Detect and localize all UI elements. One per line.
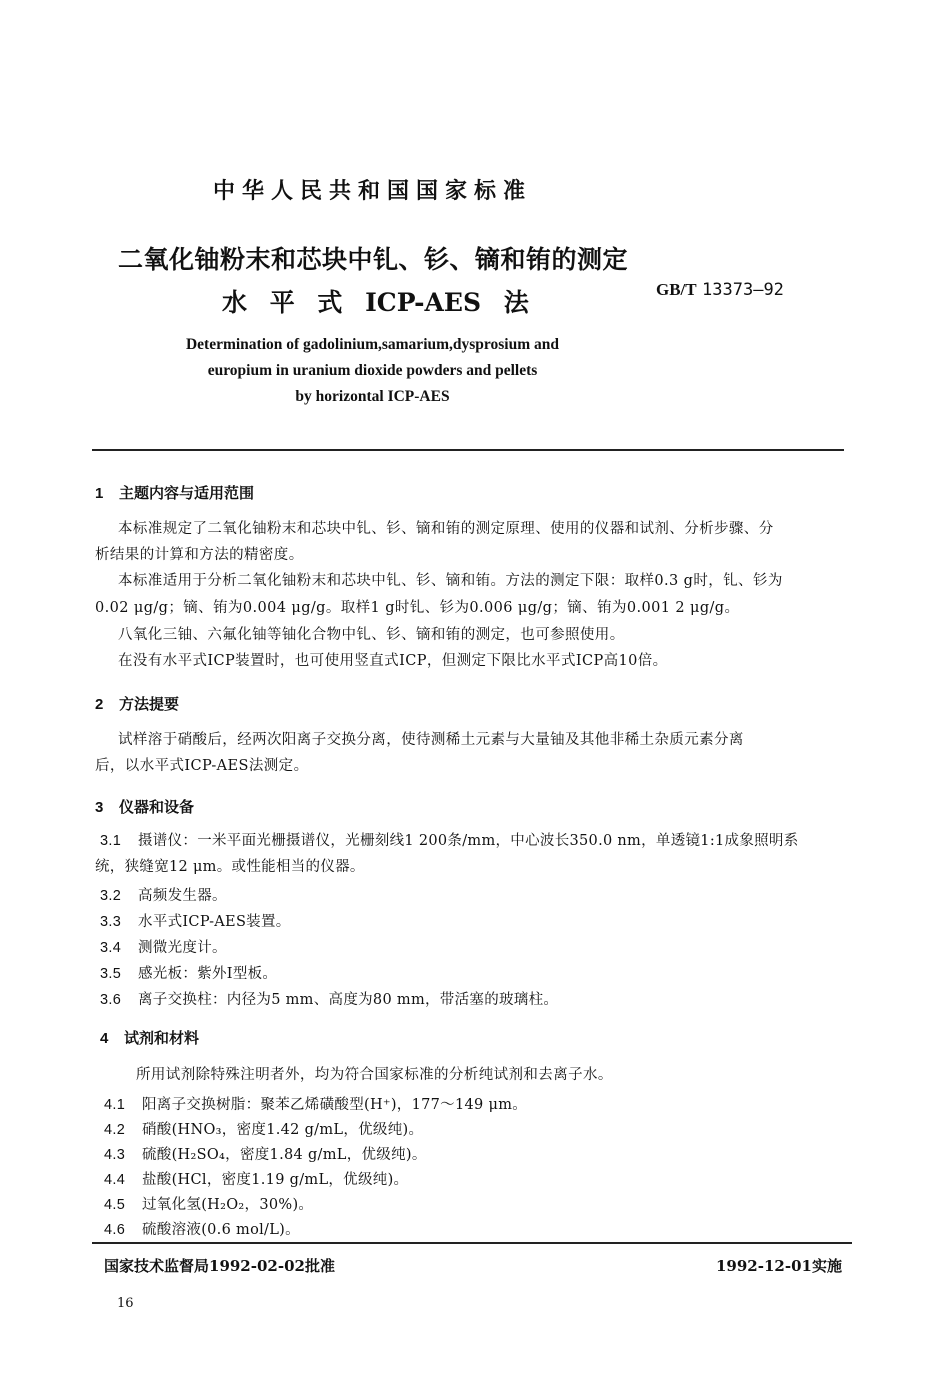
item-text: 感光板：紫外Ⅰ型板。 [138,966,278,982]
list-item [104,1168,408,1189]
paragraph-line: 析结果的计算和方法的精密度。 [95,547,304,563]
item-number: 3.1 [100,833,122,849]
list-item [104,1193,313,1214]
item-number: 4.3 [104,1147,126,1163]
section-title: 主题内容与适用范围 [119,484,255,502]
list-item [104,1093,527,1114]
list-item [100,962,277,983]
list-item [104,1118,423,1139]
section-2-heading [95,693,179,714]
item-number: 4.1 [104,1097,126,1113]
section-number: 3 [95,799,104,816]
page-number: 16 [117,1296,134,1311]
paragraph-line: 试样溶于硝酸后，经两次阳离子交换分离，使待测稀土元素与大量铀及其他非稀土杂质元素分离 [118,732,744,748]
english-title-line-2: europium in uranium dioxide powders and pellets [207,362,538,379]
item-text: 测微光度计。 [138,940,227,956]
section-number: 1 [95,485,104,502]
list-item [100,988,558,1009]
item-text: 离子交换柱：内径为5 mm、高度为80 mm，带活塞的玻璃柱。 [138,992,559,1008]
paragraph-line: 八氧化三铀、六氟化铀等铀化合物中钆、钐、镝和铕的测定，也可参照使用。 [118,627,625,643]
english-title-line-3: by horizontal ICP-AES [295,388,450,405]
paragraph-line: 本标准适用于分析二氧化铀粉末和芯块中钆、钐、镝和铕。方法的测定下限：取样0.3 g时，钆、钐为 [118,573,783,589]
item-number: 4.6 [104,1222,126,1238]
list-item [100,936,227,957]
footer-divider [92,1242,852,1244]
standard-number [656,280,784,300]
section-3-heading [95,796,194,817]
item-text: 水平式ICP-AES装置。 [138,914,291,930]
item-number: 3.6 [100,992,122,1008]
standard-title-line-2: 水 平 式 ICP-AES 法 [222,288,529,317]
item-text: 高频发生器。 [138,888,227,904]
list-item [100,829,799,850]
item-text: 摄谱仪：一米平面光栅摄谱仪，光栅刻线1 200条/mm，中心波长350.0 nm，单透镜1:1成象照明系 [138,833,799,849]
section-4-heading [100,1027,199,1048]
list-item [104,1143,427,1164]
paragraph-line: 后，以水平式ICP-AES法测定。 [95,758,309,774]
item-number: 3.2 [100,888,122,904]
standard-number-prefix: GB/T [656,280,697,299]
list-item [104,1218,300,1239]
item-number: 3.3 [100,914,122,930]
section-number: 2 [95,696,104,713]
paragraph-line: 所用试剂除特殊注明者外，均为符合国家标准的分析纯试剂和去离子水。 [136,1067,613,1083]
implementation-note: 1992-12-01实施 [716,1257,842,1275]
section-title: 仪器和设备 [119,798,195,816]
section-1-heading [95,482,254,503]
item-number: 3.4 [100,940,122,956]
item-text: 阳离子交换树脂：聚苯乙烯磺酸型(H⁺)，177～149 μm。 [142,1097,528,1113]
standard-number-value: 13373—92 [702,280,784,300]
item-text: 硫酸(H₂SO₄，密度1.84 g/mL，优级纯)。 [142,1147,427,1163]
item-number: 3.5 [100,966,122,982]
section-number: 4 [100,1030,109,1047]
list-item [100,910,291,931]
english-title-line-1: Determination of gadolinium,samarium,dysprosium and [185,336,560,353]
standard-title-line-1: 二氧化铀粉末和芯块中钆、钐、镝和铕的测定 [118,245,629,274]
list-item [100,884,227,905]
item-text: 盐酸(HCl，密度1.19 g/mL，优级纯)。 [142,1172,409,1188]
list-item-continuation: 统，狭缝宽12 μm。或性能相当的仪器。 [95,859,365,875]
paragraph-line: 本标准规定了二氧化铀粉末和芯块中钆、钐、镝和铕的测定原理、使用的仪器和试剂、分析步骤、分 [118,521,774,537]
section-title: 试剂和材料 [124,1029,200,1047]
item-text: 过氧化氢(H₂O₂，30%)。 [142,1197,314,1213]
item-number: 4.5 [104,1197,126,1213]
item-text: 硫酸溶液(0.6 mol/L)。 [142,1222,300,1238]
approval-note: 国家技术监督局1992-02-02批准 [104,1257,335,1275]
paragraph-line: 在没有水平式ICP装置时，也可使用竖直式ICP，但测定下限比水平式ICP高10倍。 [118,653,668,669]
item-number: 4.4 [104,1172,126,1188]
item-number: 4.2 [104,1122,126,1138]
header-divider [92,449,844,451]
section-title: 方法提要 [119,695,180,713]
item-text: 硝酸(HNO₃，密度1.42 g/mL，优级纯)。 [142,1122,424,1138]
header-title: 中华人民共和国国家标准 [212,178,532,204]
paragraph-line: 0.02 μg/g；镝、铕为0.004 μg/g。取样1 g时钆、钐为0.006 μg/g；镝、铕为0.001 2 μg/g。 [95,600,740,616]
